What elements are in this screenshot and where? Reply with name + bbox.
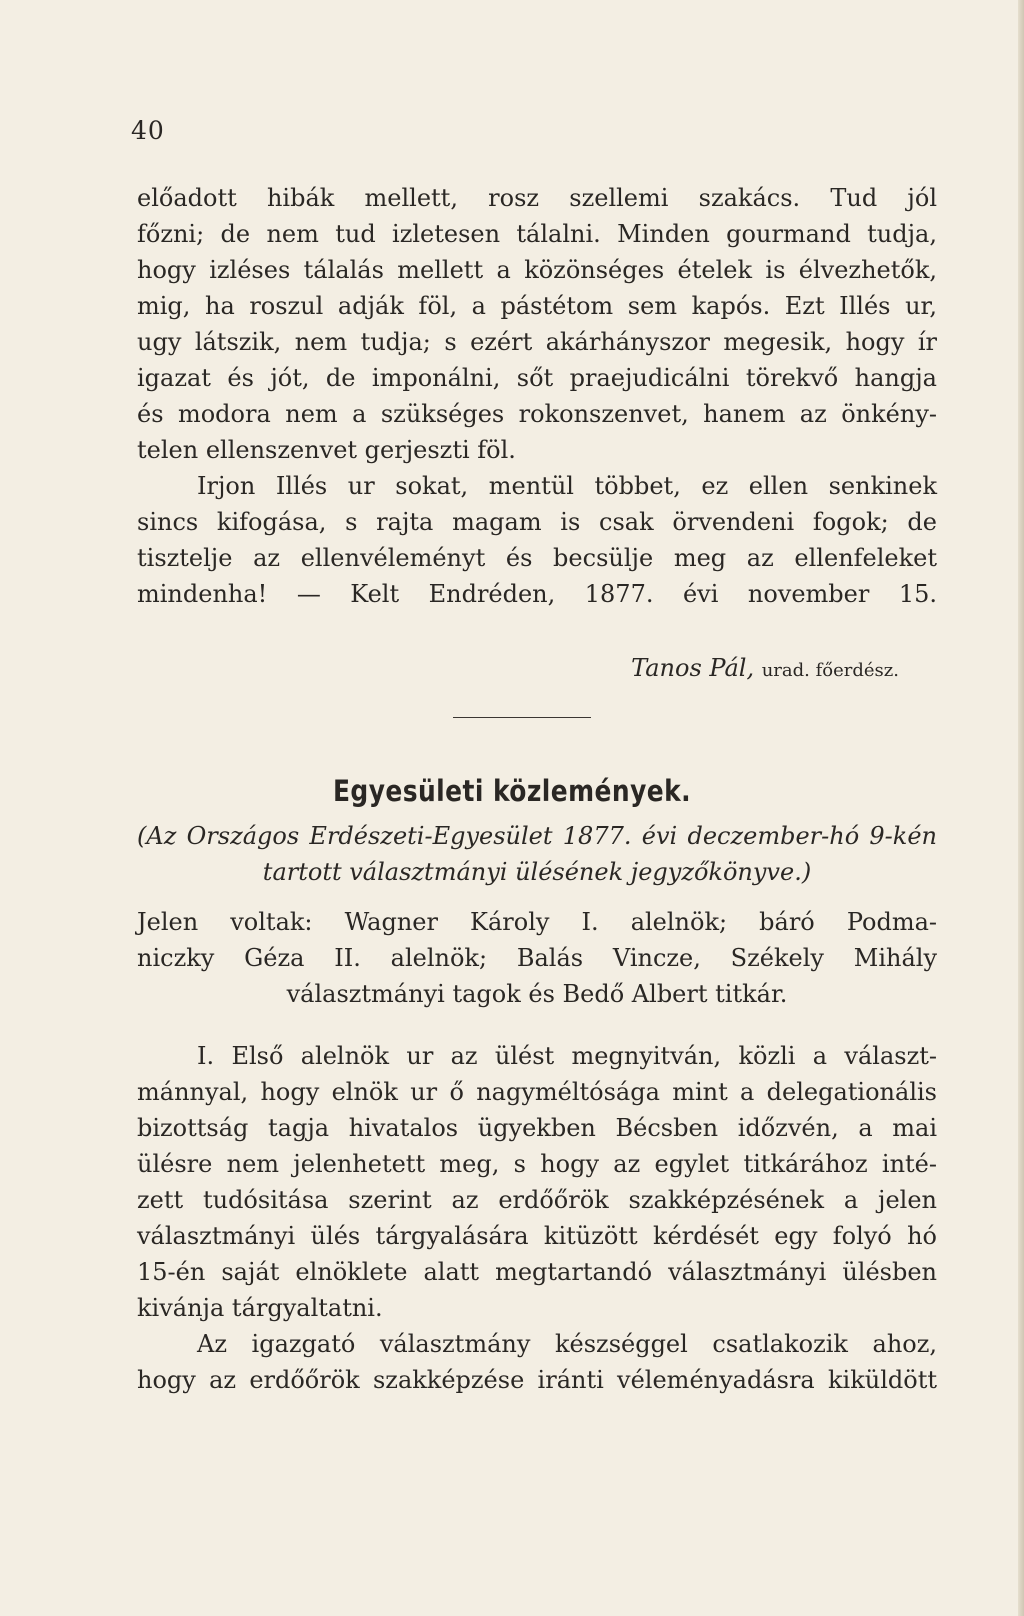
text-line: igazat és jót, de imponálni, sőt praejudicálni törekvő hangja xyxy=(137,364,937,392)
text-line: 15-én saját elnöklete alatt megtartandó választmányi ülésben xyxy=(137,1258,937,1286)
text-line: Jelen voltak: Wagner Károly I. alelnök; báró Podma- xyxy=(137,908,937,936)
text-line: bizottság tagja hivatalos ügyekben Bécsben időzvén, a mai xyxy=(137,1114,937,1142)
text-line: Irjon Illés ur sokat, mentül többet, ez ellen senkinek xyxy=(197,472,937,500)
text-line: sincs kifogása, s rajta magam is csak örvendeni fogok; de xyxy=(137,508,937,536)
text-line: tisztelje az ellenvéleményt és becsülje meg az ellenfeleket xyxy=(137,544,937,572)
text-line: ülésre nem jelenhetett meg, s hogy az egylet titkárához inté- xyxy=(137,1150,937,1178)
text-line: és modora nem a szükséges rokonszenvet, hanem az önkény- xyxy=(137,400,937,428)
section-1-paragraph xyxy=(137,1038,937,1326)
section-heading: Egyesületi közlemények. xyxy=(332,774,692,808)
paragraph-2 xyxy=(137,468,937,612)
text-line: Az igazgató választmány készséggel csatlakozik ahoz, xyxy=(197,1330,937,1358)
text-line: tartott választmányi ülésének jegyzőkönyve.) xyxy=(262,858,812,886)
page-number: 40 xyxy=(131,116,165,145)
text-line: I. Első alelnök ur az ülést megnyitván, közli a választ- xyxy=(197,1042,937,1070)
text-line: választmányi ülés tárgyalására kitüzött kérdését egy folyó hó xyxy=(137,1222,937,1250)
text-line: kivánja tárgyaltatni. xyxy=(137,1294,383,1322)
text-line: telen ellenszenvet gerjeszti föl. xyxy=(137,436,516,464)
page-edge xyxy=(1018,0,1024,1616)
attendance-paragraph xyxy=(137,904,937,1012)
paragraph-1 xyxy=(137,180,937,468)
text-line: hogy izléses tálalás mellett a közönséges ételek is élvezhetők, xyxy=(137,256,937,284)
text-line: zett tudósitása szerint az erdőőrök szakképzésének a jelen xyxy=(137,1186,937,1214)
text-line: mindenha! — Kelt Endréden, 1877. évi november 15. xyxy=(137,580,937,608)
section-2-paragraph xyxy=(137,1326,937,1398)
text-line: mig, ha roszul adják föl, a pástétom sem kapós. Ezt Illés ur, xyxy=(137,292,937,320)
section-divider xyxy=(453,717,591,718)
text-line: niczky Géza II. alelnök; Balás Vincze, Székely Mihály xyxy=(137,944,937,972)
text-line: választmányi tagok és Bedő Albert titkár. xyxy=(286,980,788,1008)
signature-name: Tanos Pál, xyxy=(631,654,755,682)
text-line: mánnyal, hogy elnök ur ő nagyméltósága mint a delegationális xyxy=(137,1078,937,1106)
text-line: hogy az erdőőrök szakképzése iránti véleményadásra kiküldött xyxy=(137,1366,937,1394)
text-line: főzni; de nem tud izletesen tálalni. Minden gourmand tudja, xyxy=(137,220,937,248)
signature-title: urad. főerdész. xyxy=(761,660,899,681)
text-line: előadott hibák mellett, rosz szellemi szakács. Tud jól xyxy=(137,184,937,212)
subheading xyxy=(137,818,937,890)
signature xyxy=(137,650,899,686)
text-line: (Az Országos Erdészeti-Egyesület 1877. évi deczember-hó 9-kén xyxy=(137,822,937,850)
text-line: ugy látszik, nem tudja; s ezért akárhányszor megesik, hogy ír xyxy=(137,328,937,356)
